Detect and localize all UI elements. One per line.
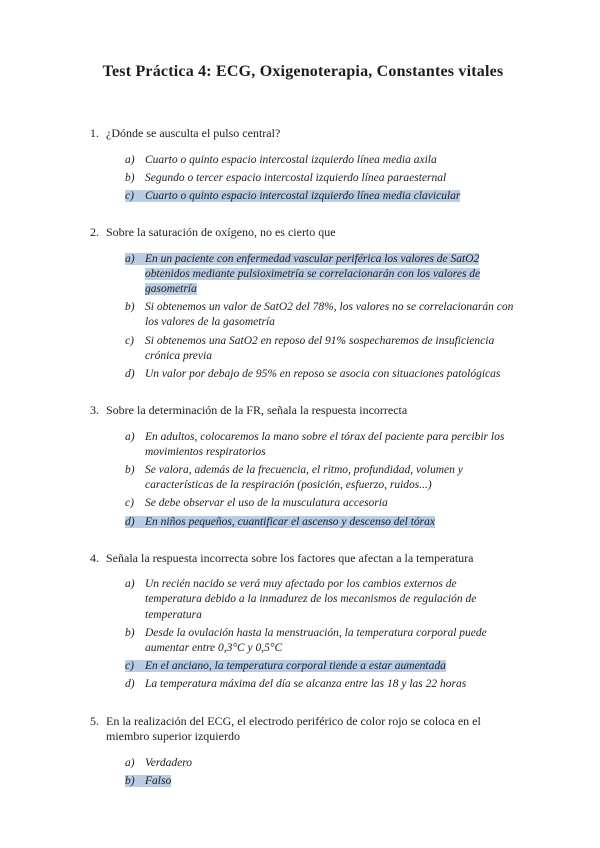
option-letter: a) (125, 578, 135, 591)
option-text: Si obtenemos una SatO2 en reposo del 91% sospecharemos de insuficiencia crónica previa (145, 334, 495, 362)
option-highlight-span (125, 253, 480, 295)
answer-option (125, 756, 516, 771)
option-text: Se debe observar el uso de la musculatura accesoria (145, 497, 388, 510)
option-text: En adultos, colocaremos la mano sobre el tórax del paciente para percibir los movimientos respiratorios (145, 430, 505, 458)
question-3 (90, 403, 516, 530)
answer-option (125, 334, 516, 364)
question-line (90, 551, 516, 567)
option-highlight-span (125, 190, 460, 202)
options-list (90, 252, 516, 382)
option-letter: c) (125, 660, 134, 673)
option-highlight-span (125, 335, 494, 362)
question-2 (90, 225, 516, 382)
options-list (90, 430, 516, 530)
answer-option (125, 659, 516, 674)
option-text: Segundo o tercer espacio intercostal izquierdo línea paraesternal (145, 171, 447, 184)
option-text: La temperatura máxima del día se alcanza entre las 18 y las 22 horas (145, 678, 467, 691)
option-letter: c) (125, 189, 134, 202)
option-text: En el anciano, la temperatura corporal tiende a estar aumentada (145, 660, 446, 673)
option-highlight-span (125, 464, 463, 491)
option-letter: a) (125, 153, 135, 166)
answer-option (125, 367, 516, 382)
question-5 (90, 714, 516, 790)
page-title: Test Práctica 4: ECG, Oxigenoterapia, Constantes vitales (102, 63, 504, 80)
option-letter: b) (125, 774, 135, 787)
option-letter: b) (125, 626, 135, 639)
option-text: En niños pequeños, cuantificar el ascenso y descenso del tórax (145, 515, 435, 528)
answer-option (125, 677, 516, 692)
option-highlight-span (125, 516, 435, 528)
question-number: 4. (90, 550, 99, 565)
answer-option (125, 774, 516, 789)
question-line (90, 225, 516, 241)
option-text: Falso (145, 774, 172, 787)
option-highlight-span (125, 431, 504, 458)
options-list (90, 153, 516, 205)
option-letter: d) (125, 367, 135, 380)
answer-option (125, 430, 516, 460)
option-letter: c) (125, 334, 134, 347)
option-highlight-span (125, 775, 171, 787)
question-text: En la realización del ECG, el electrodo periférico de color rojo se coloca en el miembro superior izquierdo (106, 713, 481, 744)
question-text: Sobre la saturación de oxígeno, no es cierto que (106, 225, 336, 240)
option-letter: a) (125, 430, 135, 443)
option-text: Cuarto o quinto espacio intercostal izquierdo línea media clavicular (145, 189, 461, 202)
question-line (90, 403, 516, 419)
answer-option (125, 153, 516, 168)
option-letter: c) (125, 497, 134, 510)
option-highlight-span (125, 368, 500, 380)
option-text: Cuarto o quinto espacio intercostal izquierdo línea media axila (145, 153, 437, 166)
option-text: Se valora, además de la frecuencia, el ritmo, profundidad, volumen y características de la respiración (posición, esfuerzo, ruidos...) (145, 464, 463, 492)
answer-option (125, 252, 516, 298)
question-number: 5. (90, 713, 99, 728)
question-text: ¿Dónde se ausculta el pulso central? (106, 126, 281, 140)
option-text: Un recién nacido se verá muy afectado por los cambios externos de temperatura debido a la inmadurez de los mecanismos de regulación de temperatura (145, 578, 477, 621)
option-letter: a) (125, 756, 135, 769)
question-line (90, 126, 516, 142)
option-highlight-span (125, 497, 388, 509)
option-text: Desde la ovulación hasta la menstruación, la temperatura corporal puede aumentar entre 0,3°C y 0,5°C (145, 626, 487, 654)
option-highlight-span (125, 154, 437, 166)
option-highlight-span (125, 172, 446, 184)
options-list (90, 577, 516, 692)
answer-option (125, 300, 516, 330)
answer-option (125, 626, 516, 656)
option-letter: b) (125, 464, 135, 477)
option-highlight-span (125, 678, 466, 690)
question-1 (90, 126, 516, 204)
option-letter: b) (125, 301, 135, 314)
option-letter: d) (125, 678, 135, 691)
option-letter: d) (125, 515, 135, 528)
option-highlight-span (125, 627, 487, 654)
question-number: 2. (90, 225, 99, 240)
option-letter: b) (125, 171, 135, 184)
option-text: Un valor por debajo de 95% en reposo se asocia con situaciones patológicas (145, 367, 501, 380)
options-list (90, 756, 516, 789)
question-number: 3. (90, 403, 99, 418)
question-text: Sobre la determinación de la FR, señala la respuesta incorrecta (106, 403, 408, 418)
question-number: 1. (90, 126, 99, 140)
option-text: Verdadero (145, 756, 193, 769)
answer-option (125, 189, 516, 204)
option-letter: a) (125, 252, 135, 265)
option-text: En un paciente con enfermedad vascular periférica los valores de SatO2 obtenidos mediante pulsioximetría se correlacionarán con los valores de gasometría (145, 252, 481, 296)
answer-option (125, 577, 516, 623)
option-highlight-span (125, 660, 446, 672)
option-highlight-span (125, 757, 192, 769)
option-highlight-span (125, 578, 476, 620)
question-line (90, 714, 516, 745)
answer-option (125, 463, 516, 493)
question-text: Señala la respuesta incorrecta sobre los factores que afectan a la temperatura (106, 550, 474, 565)
answer-option (125, 496, 516, 511)
option-highlight-span (125, 301, 513, 328)
question-4 (90, 551, 516, 693)
answer-option (125, 171, 516, 186)
option-text: Si obtenemos un valor de SatO2 del 78%, los valores no se correlacionarán con los valores de la gasometría (145, 301, 514, 329)
answer-option (125, 515, 516, 530)
